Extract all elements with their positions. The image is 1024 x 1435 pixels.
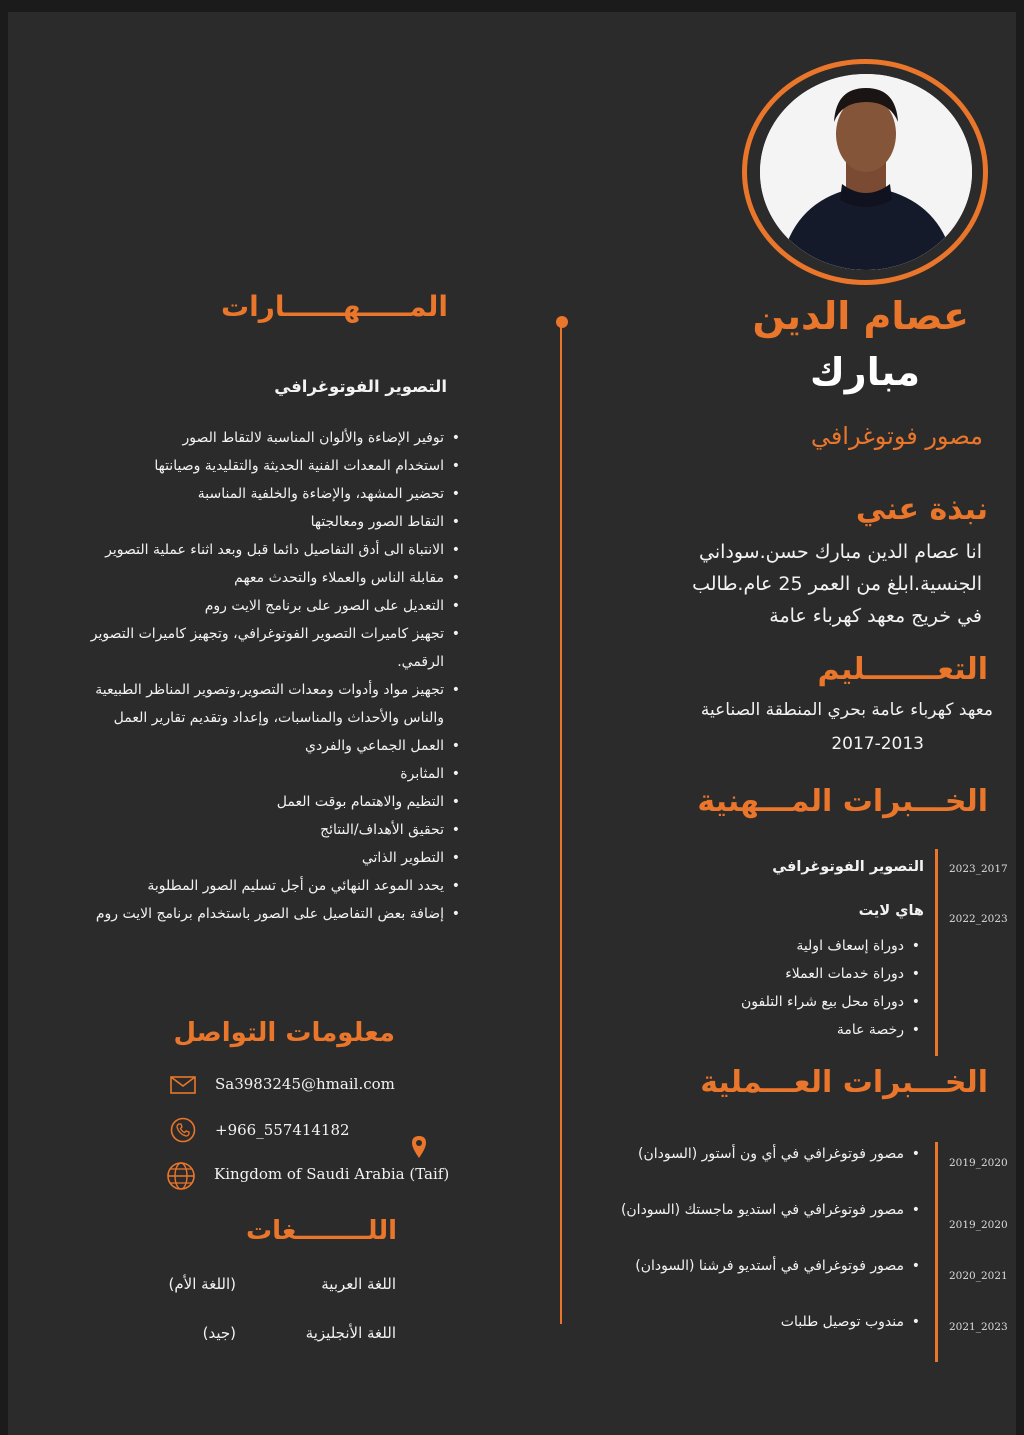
language-level-2: (جيد) (202, 1324, 236, 1342)
location-pin-icon (410, 1135, 428, 1159)
skill-item: • المثابرة (70, 760, 460, 788)
work-heading: الخـــبرات العـــملية (700, 1065, 988, 1100)
contact-phone[interactable]: +966_557414182 (215, 1121, 350, 1139)
skill-item: • تحقيق الأهداف/النتائج (70, 816, 460, 844)
profile-photo (760, 74, 972, 270)
skill-item: • التطوير الذاتي (70, 844, 460, 872)
professional-title-1: التصوير الفوتوغرافي (772, 859, 924, 875)
job-title: مصور فوتوغرافي (810, 422, 983, 450)
globe-icon (166, 1161, 196, 1191)
phone-icon (170, 1117, 196, 1143)
work-date-4: 2021_2023 (949, 1321, 1008, 1333)
skill-item: • العمل الجماعي والفردي (70, 732, 460, 760)
skill-item: • الانتباة الى أدق التفاصيل دائما قبل وبعد اثناء عملية التصوير (70, 536, 460, 564)
skill-item: • التقاط الصور ومعالجتها (70, 508, 460, 536)
languages-heading: اللــــــــغات (246, 1216, 397, 1246)
language-name-1: اللغة العربية (321, 1275, 396, 1293)
work-date-2: 2019_2020 (949, 1219, 1008, 1231)
course-item: • دوراة خدمات العملاء (620, 960, 920, 988)
professional-title-2: هاي لايت (858, 903, 924, 919)
skill-item: • تجهيز كاميرات التصوير الفوتوغرافي، وتجهيز كاميرات التصوير الرقمي. (70, 620, 460, 676)
work-item: • مصور فوتوغرافي في أستديو فرشنا (السودان) (500, 1258, 920, 1314)
skill-item: • التظيم والاهتمام بوقت العمل (70, 788, 460, 816)
skills-list (70, 424, 460, 928)
first-name: عصام الدين (752, 294, 969, 338)
skills-heading: المـــــهــــــارات (220, 290, 448, 323)
skill-item: • مقابلة الناس والعملاء والتحدث معهم (70, 564, 460, 592)
skill-item: • يحدد الموعد النهائي من أجل تسليم الصور المطلوبة (70, 872, 460, 900)
skill-item: • التعديل على الصور على برنامج الايت روم (70, 592, 460, 620)
skill-item: • إضافة بعض التفاصيل على الصور باستخدام برنامج الايت روم (70, 900, 460, 928)
skill-item: • تحضير المشهد، والإضاءة والخلفية المناسبة (70, 480, 460, 508)
work-list (500, 1146, 920, 1330)
last-name: مبارك (809, 350, 920, 394)
email-icon (170, 1075, 196, 1095)
contact-heading: معلومات التواصل (173, 1018, 395, 1048)
professional-date-1: 2023_2017 (949, 863, 1008, 875)
language-level-1: (اللغة الأم) (168, 1275, 236, 1293)
contact-location: Kingdom of Saudi Arabia (Taif) (214, 1165, 450, 1183)
resume-page (8, 12, 1016, 1435)
course-item: • دوراة إسعاف اولية (620, 932, 920, 960)
professional-timeline (935, 849, 938, 1056)
work-item: • مصور فوتوغرافي في استديو ماجستك (السودان) (500, 1202, 920, 1258)
work-item: • مندوب توصيل طلبات (500, 1314, 920, 1330)
work-date-1: 2019_2020 (949, 1157, 1008, 1169)
course-item: • رخصة عامة (620, 1016, 920, 1044)
professional-date-2: 2022_2023 (949, 913, 1008, 925)
skills-subheading: التصوير الفوتوغرافي (274, 377, 447, 396)
courses-list (620, 932, 920, 1044)
education-years: 2017-2013 (831, 734, 924, 754)
contact-email[interactable]: Sa3983245@hmail.com (215, 1075, 395, 1093)
language-name-2: اللغة الأنجليزية (305, 1324, 396, 1342)
divider-dot (556, 316, 568, 328)
course-item: • دوراة محل بيع شراء التلفون (620, 988, 920, 1016)
center-divider (560, 324, 562, 1324)
professional-heading: الخـــبرات المـــهنية (697, 784, 988, 819)
work-date-3: 2020_2021 (949, 1270, 1008, 1282)
work-timeline (935, 1142, 938, 1362)
education-heading: التعـــــــليم (817, 652, 988, 687)
skill-item: • استخدام المعدات الفنية الحديثة والتقليدية وصيانتها (70, 452, 460, 480)
work-item: • مصور فوتوغرافي في أي ون أستور (السودان) (500, 1146, 920, 1202)
education-institute: معهد كهرباء عامة بحري المنطقة الصناعية (700, 700, 993, 720)
skill-item: • توفير الإضاءة والألوان المناسبة لالتقاط الصور (70, 424, 460, 452)
about-heading: نبذة عني (855, 492, 988, 527)
about-text: انا عصام الدين مبارك حسن.سوداني الجنسية.ابلغ من العمر 25 عام.طالب في خريج معهد كهرباء عامة (692, 541, 982, 627)
skill-item: • تجهيز مواد وأدوات ومعدات التصوير،وتصوير المناظر الطبيعية والناس والأحداث والمناسبات، وإعداد وتقديم تقارير العمل (70, 676, 460, 732)
